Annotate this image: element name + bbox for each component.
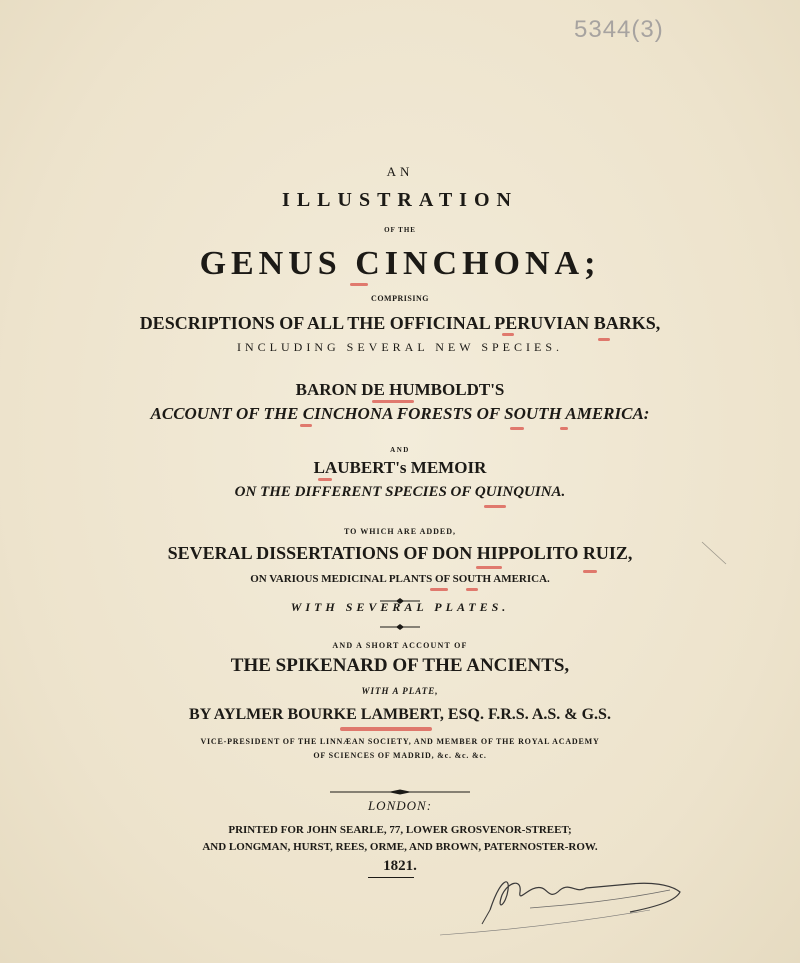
medicinal-plants-line: ON VARIOUS MEDICINAL PLANTS OF SOUTH AMERICA. — [250, 573, 550, 585]
author-line: BY AYLMER BOURKE LAMBERT, ESQ. F.R.S. A.S. & G.S. — [189, 706, 611, 723]
quinquina-line: ON THE DIFFERENT SPECIES OF QUINQUINA. — [234, 484, 566, 500]
red-mark — [340, 727, 432, 731]
red-mark — [560, 427, 568, 430]
red-mark — [350, 283, 368, 286]
comprising-label: COMPRISING — [371, 294, 429, 303]
shelfmark-annotation: 5344(3) — [574, 16, 664, 43]
imprint-year: 1821. — [383, 858, 417, 874]
ruiz-line: SEVERAL DISSERTATIONS OF DON HIPPOLITO RUIZ, — [167, 543, 633, 563]
and-label: AND — [390, 446, 410, 454]
red-mark — [476, 566, 502, 569]
main-title-genus: GENUS CINCHONA; — [199, 245, 601, 282]
with-a-plate-line: WITH A PLATE, — [361, 686, 439, 696]
red-mark — [372, 400, 414, 403]
margin-pencil-mark — [700, 540, 730, 570]
red-mark — [300, 424, 312, 427]
red-mark — [484, 505, 506, 508]
ornament-divider — [0, 591, 800, 597]
red-mark — [318, 478, 332, 481]
descriptions-line: DESCRIPTIONS OF ALL THE OFFICINAL PERUVIAN BARKS, — [139, 313, 661, 333]
imprint-place: LONDON: — [367, 798, 433, 813]
including-line: INCLUDING SEVERAL NEW SPECIES. — [237, 340, 563, 354]
title-of-the: OF THE — [384, 226, 416, 234]
account-line: ACCOUNT OF THE CINCHONA FORESTS OF SOUTH AMERICA: — [150, 404, 650, 423]
year-underline — [368, 877, 414, 878]
spikenard-line: THE SPIKENARD OF THE ANCIENTS, — [230, 655, 570, 676]
red-mark — [502, 333, 514, 336]
author-credentials-line-2: OF SCIENCES OF MADRID, &c. &c. &c. — [313, 751, 487, 760]
author-credentials-line: VICE-PRESIDENT OF THE LINNÆAN SOCIETY, AND MEMBER OF THE ROYAL ACADEMY — [200, 737, 600, 746]
title-illustration: ILLUSTRATION — [282, 189, 518, 211]
plates-line: WITH SEVERAL PLATES. — [290, 600, 510, 614]
short-account-label: AND A SHORT ACCOUNT OF — [332, 641, 468, 650]
red-mark — [510, 427, 524, 430]
red-mark — [598, 338, 610, 341]
red-mark — [466, 588, 478, 591]
imprint-printer-line: PRINTED FOR JOHN SEARLE, 77, LOWER GROSVENOR-STREET; — [228, 824, 572, 836]
laubert-line: LAUBERT's MEMOIR — [313, 458, 487, 477]
handwritten-signature — [430, 860, 690, 940]
imprint-publisher-line: AND LONGMAN, HURST, REES, ORME, AND BROWN, PATERNOSTER-ROW. — [202, 841, 598, 853]
red-mark — [583, 570, 597, 573]
red-mark — [430, 588, 448, 591]
ornament-divider — [0, 617, 800, 623]
title-word-an: AN — [386, 164, 414, 179]
to-which-label: TO WHICH ARE ADDED, — [343, 527, 457, 536]
humboldt-line: BARON DE HUMBOLDT'S — [295, 380, 505, 399]
